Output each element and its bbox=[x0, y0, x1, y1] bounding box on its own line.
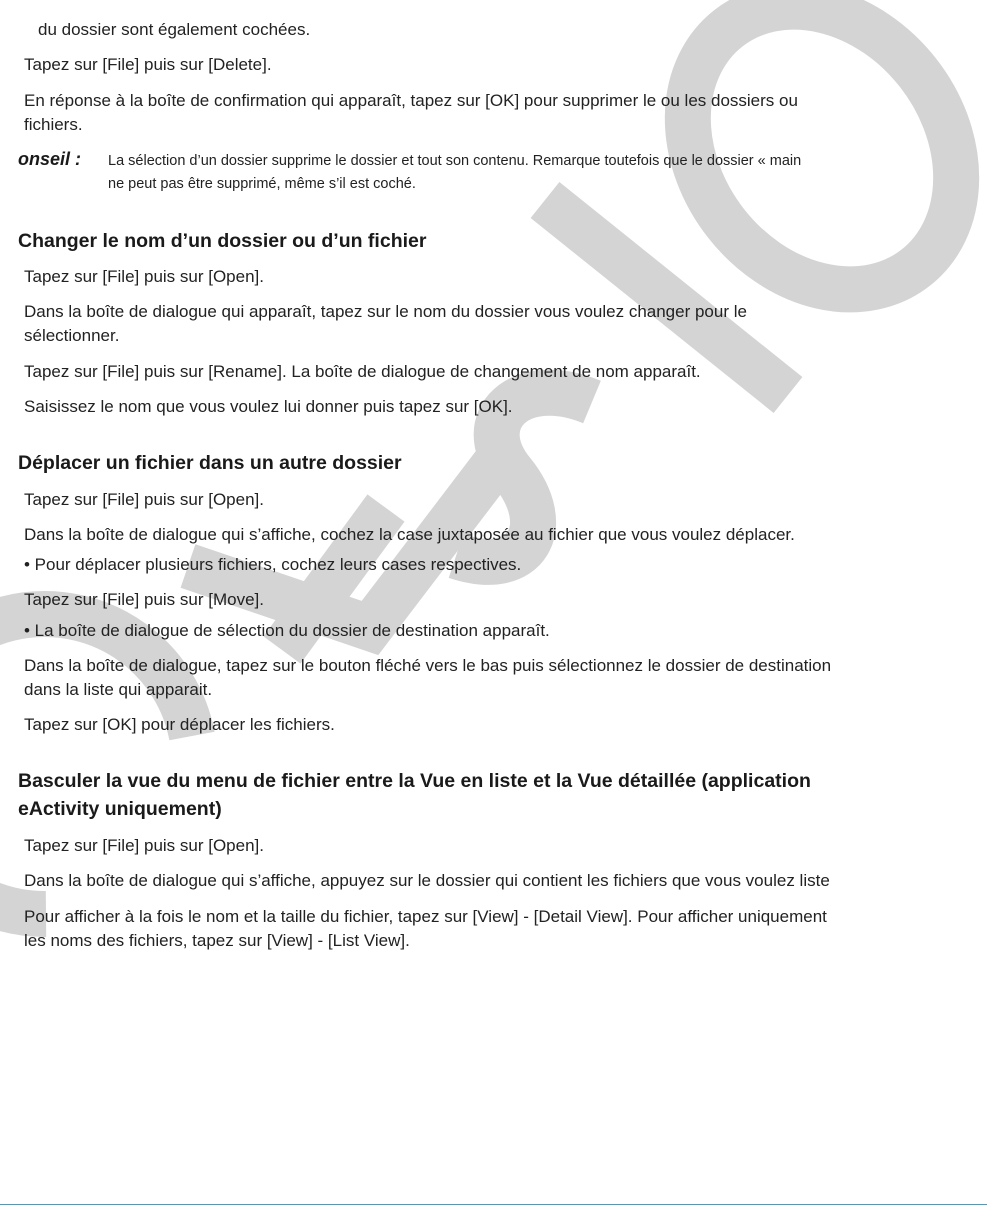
rename-section-heading: Changer le nom d’un dossier ou d’un fichier bbox=[18, 230, 427, 252]
move-bullet-2: • La boîte de dialogue de sélection du dossier de destination apparaît. bbox=[24, 621, 550, 640]
hint-label: onseil : bbox=[18, 149, 82, 169]
bottom-rule bbox=[0, 1204, 987, 1205]
deletion-step-confirm-line-2: fichiers. bbox=[24, 115, 83, 134]
view-section-heading-line-1: Basculer la vue du menu de fichier entre la Vue en liste et la Vue détaillée (application bbox=[18, 770, 811, 792]
move-step-4-line-1: Dans la boîte de dialogue, tapez sur le bouton fléché vers le bas puis sélectionnez le dossier de destination bbox=[24, 656, 832, 675]
view-section-heading-line-2: eActivity uniquement) bbox=[18, 798, 222, 820]
view-step-3-line-1: Pour afficher à la fois le nom et la taille du fichier, tapez sur [View] - [Detail View]. Pour afficher uniquement bbox=[24, 907, 827, 926]
move-step-4-line-2: dans la liste qui apparait. bbox=[24, 680, 213, 699]
deletion-continued-line: du dossier sont également cochées. bbox=[38, 20, 311, 39]
move-step-5: Tapez sur [OK] pour déplacer les fichiers. bbox=[24, 715, 335, 734]
rename-step-3: Tapez sur [File] puis sur [Rename]. La boîte de dialogue de changement de nom apparaît. bbox=[24, 362, 701, 381]
move-section-heading: Déplacer un fichier dans un autre dossier bbox=[18, 452, 402, 474]
deletion-step-confirm-line-1: En réponse à la boîte de confirmation qui apparaît, tapez sur [OK] pour supprimer le ou les dossiers ou bbox=[24, 91, 798, 110]
rename-step-4: Saisissez le nom que vous voulez lui donner puis tapez sur [OK]. bbox=[24, 397, 513, 416]
hint-text-line-2: ne peut pas être supprimé, même s’il est coché. bbox=[108, 176, 416, 192]
move-step-1: Tapez sur [File] puis sur [Open]. bbox=[24, 490, 264, 509]
move-bullet-1: • Pour déplacer plusieurs fichiers, cochez leurs cases respectives. bbox=[24, 555, 522, 574]
move-step-3: Tapez sur [File] puis sur [Move]. bbox=[24, 590, 264, 609]
view-step-2: Dans la boîte de dialogue qui s’affiche, appuyez sur le dossier qui contient les fichiers que vous voulez liste bbox=[24, 871, 830, 890]
rename-step-2-line-2: sélectionner. bbox=[24, 326, 120, 345]
rename-step-1: Tapez sur [File] puis sur [Open]. bbox=[24, 267, 264, 286]
move-step-2: Dans la boîte de dialogue qui s’affiche, cochez la case juxtaposée au fichier que vous voulez déplacer. bbox=[24, 525, 795, 544]
hint-text-line-1: La sélection d’un dossier supprime le dossier et tout son contenu. Remarque toutefois que le dossier « main bbox=[108, 153, 802, 169]
rename-step-2-line-1: Dans la boîte de dialogue qui apparaît, tapez sur le nom du dossier vous voulez changer pour le bbox=[24, 302, 747, 321]
deletion-step-file-delete: Tapez sur [File] puis sur [Delete]. bbox=[24, 55, 272, 74]
view-step-1: Tapez sur [File] puis sur [Open]. bbox=[24, 836, 264, 855]
view-step-3-line-2: les noms des fichiers, tapez sur [View] - [List View]. bbox=[24, 931, 410, 950]
